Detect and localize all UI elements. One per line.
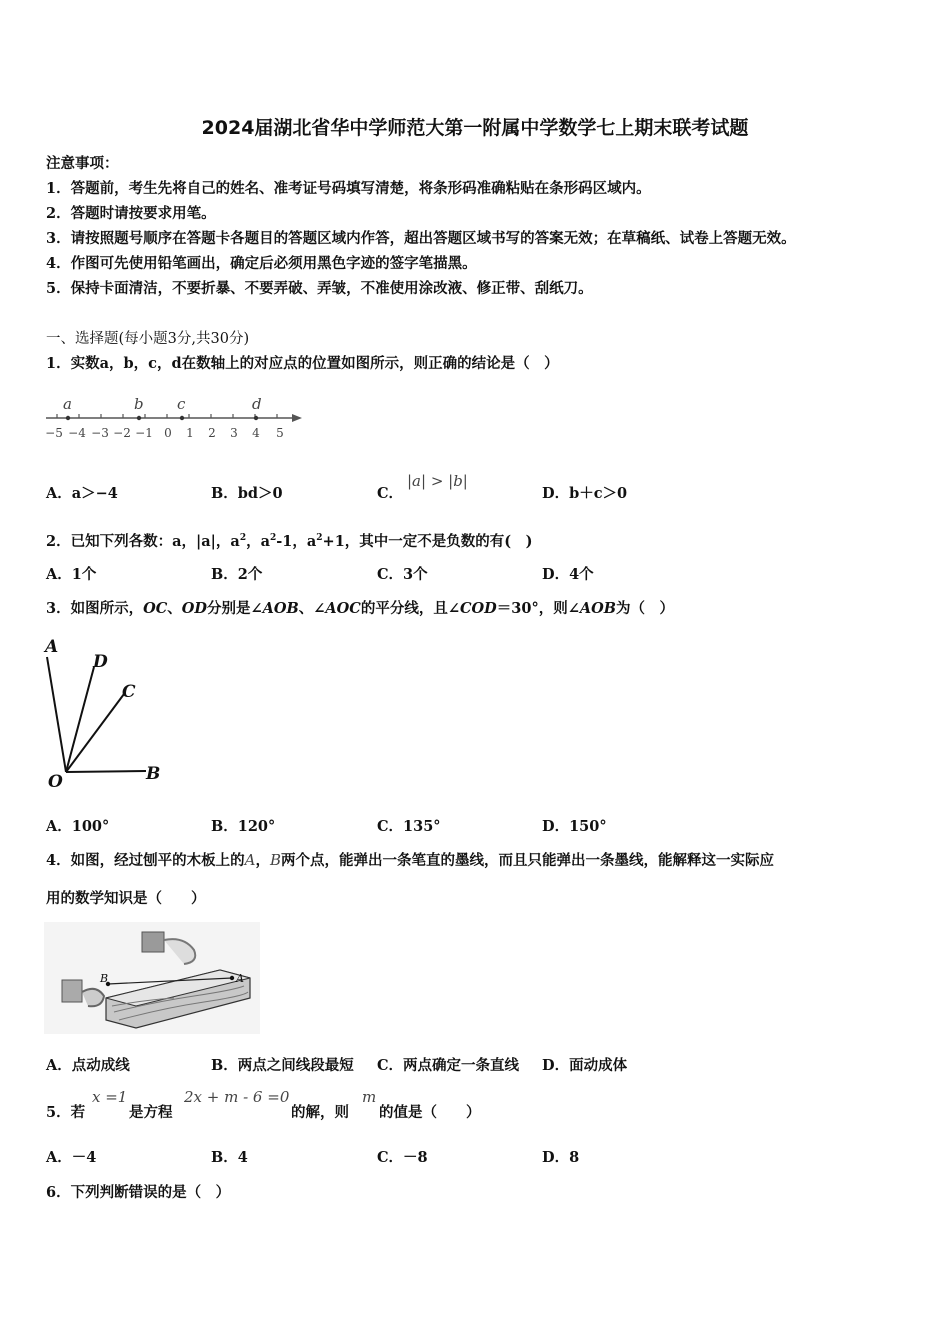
- notice-heading: 注意事项：: [46, 155, 119, 172]
- number-line-figure: [44, 392, 306, 447]
- ray-ob: [66, 771, 146, 772]
- q3-option-a: A．100°: [46, 818, 110, 835]
- q5-option-d: D．8: [542, 1149, 580, 1166]
- q1-option-c-math: |a| > |b|: [407, 472, 468, 490]
- label-B: B: [100, 972, 109, 985]
- label-a: a: [63, 395, 72, 413]
- q5-option-c: C．－8: [377, 1149, 428, 1166]
- page-title: 2024届湖北省华中学师范大第一附属中学数学七上期末联考试题: [201, 117, 749, 139]
- section-heading: 一、选择题(每小题3分,共30分): [46, 331, 250, 347]
- q5-math-m: m: [362, 1088, 377, 1106]
- q5-text: 的值是（ ）: [379, 1104, 481, 1121]
- q2-option-d: D．4个: [542, 566, 594, 583]
- wood-board-figure: [44, 922, 260, 1034]
- q4-option-a: A．点动成线: [46, 1057, 130, 1074]
- q1-option-d: D．b＋c＞0: [542, 485, 628, 502]
- q5-text: 的解，则: [291, 1104, 349, 1121]
- q4-option-c: C．两点确定一条直线: [377, 1057, 520, 1074]
- tick-label: −1: [135, 426, 153, 440]
- point-c: [180, 416, 184, 420]
- q5-math-equation: 2x + m - 6 =0: [184, 1088, 290, 1106]
- label-c: c: [177, 395, 186, 413]
- q1-option-a: A．a＞−4: [46, 485, 118, 502]
- tick-label: −5: [45, 426, 63, 440]
- tick-label: 3: [230, 426, 238, 440]
- label-C: C: [122, 682, 136, 702]
- q2-stem: 2．已知下列各数：a，|a|，$a^2$，$a^2-1$，$a^2+1$，其中一定不是负数的有( ): [46, 533, 533, 550]
- q1-option-c: C．: [377, 485, 404, 502]
- point-b: [137, 416, 141, 420]
- label-A: A: [236, 972, 244, 985]
- q5-prefix: 5．若: [46, 1104, 86, 1121]
- q5-option-b: B．4: [211, 1149, 248, 1166]
- label-B: B: [146, 764, 161, 784]
- label-b: b: [134, 395, 144, 413]
- tick-label: 1: [186, 426, 194, 440]
- tick-label: −4: [68, 426, 86, 440]
- tick-label: −3: [91, 426, 109, 440]
- tick-label: 4: [252, 426, 260, 440]
- label-A: A: [45, 637, 59, 657]
- point-d: [254, 416, 258, 420]
- tick-label: 2: [208, 426, 216, 440]
- q3-option-c: C．135°: [377, 818, 441, 835]
- q2-option-c: C．3个: [377, 566, 428, 583]
- label-d: d: [252, 395, 262, 413]
- q4-stem-line2: 用的数学知识是（ ）: [46, 890, 206, 907]
- q2-option-a: A．1个: [46, 566, 97, 583]
- q5-option-a: A．－4: [46, 1149, 97, 1166]
- label-D: D: [93, 652, 108, 672]
- point-a: [66, 416, 70, 420]
- q5-text: 是方程: [129, 1104, 173, 1121]
- q4-option-d: D．面动成体: [542, 1057, 628, 1074]
- q3-stem: 3．如图所示，OC、OD分别是∠AOB、∠AOC的平分线，且∠COD＝30°，则∠AOB为（ ）: [46, 600, 674, 617]
- q6-stem: 6．下列判断错误的是（ ）: [46, 1184, 231, 1201]
- label-O: O: [48, 772, 63, 792]
- q1-option-b: B．bd＞0: [211, 485, 283, 502]
- notice-item: 4．作图可先使用铅笔画出，确定后必须用黑色字迹的签字笔描黑。: [46, 255, 477, 272]
- q3-option-d: D．150°: [542, 818, 607, 835]
- tick-label: −2: [113, 426, 131, 440]
- notice-item: 3．请按照题号顺序在答题卡各题目的答题区域内作答，超出答题区域书写的答案无效；在草稿纸、试卷上答题无效。: [46, 230, 796, 247]
- ray-oa: [47, 657, 66, 772]
- notice-item: 5．保持卡面清洁，不要折暴、不要弄破、弄皱，不准使用涂改液、修正带、刮纸刀。: [46, 280, 593, 297]
- q4-option-b: B．两点之间线段最短: [211, 1057, 354, 1074]
- notice-item: 2．答题时请按要求用笔。: [46, 205, 216, 222]
- q3-option-b: B．120°: [211, 818, 276, 835]
- notice-item: 1．答题前，考生先将自己的姓名、准考证号码填写清楚，将条形码准确粘贴在条形码区域内。: [46, 180, 651, 197]
- q1-stem: 1．实数a，b，c，d在数轴上的对应点的位置如图所示，则正确的结论是（ ）: [46, 355, 559, 372]
- q4-stem-line1: 4．如图，经过刨平的木板上的A，B两个点，能弹出一条笔直的墨线，而且只能弹出一条墨线，能解释这一实际应: [46, 851, 774, 869]
- q2-option-b: B．2个: [211, 566, 263, 583]
- angle-figure: [40, 632, 170, 792]
- ray-od: [66, 667, 94, 772]
- q5-math-x: x =1: [92, 1088, 128, 1106]
- tick-label: 5: [276, 426, 284, 440]
- ray-oc: [66, 694, 124, 772]
- tick-label: 0: [164, 426, 172, 440]
